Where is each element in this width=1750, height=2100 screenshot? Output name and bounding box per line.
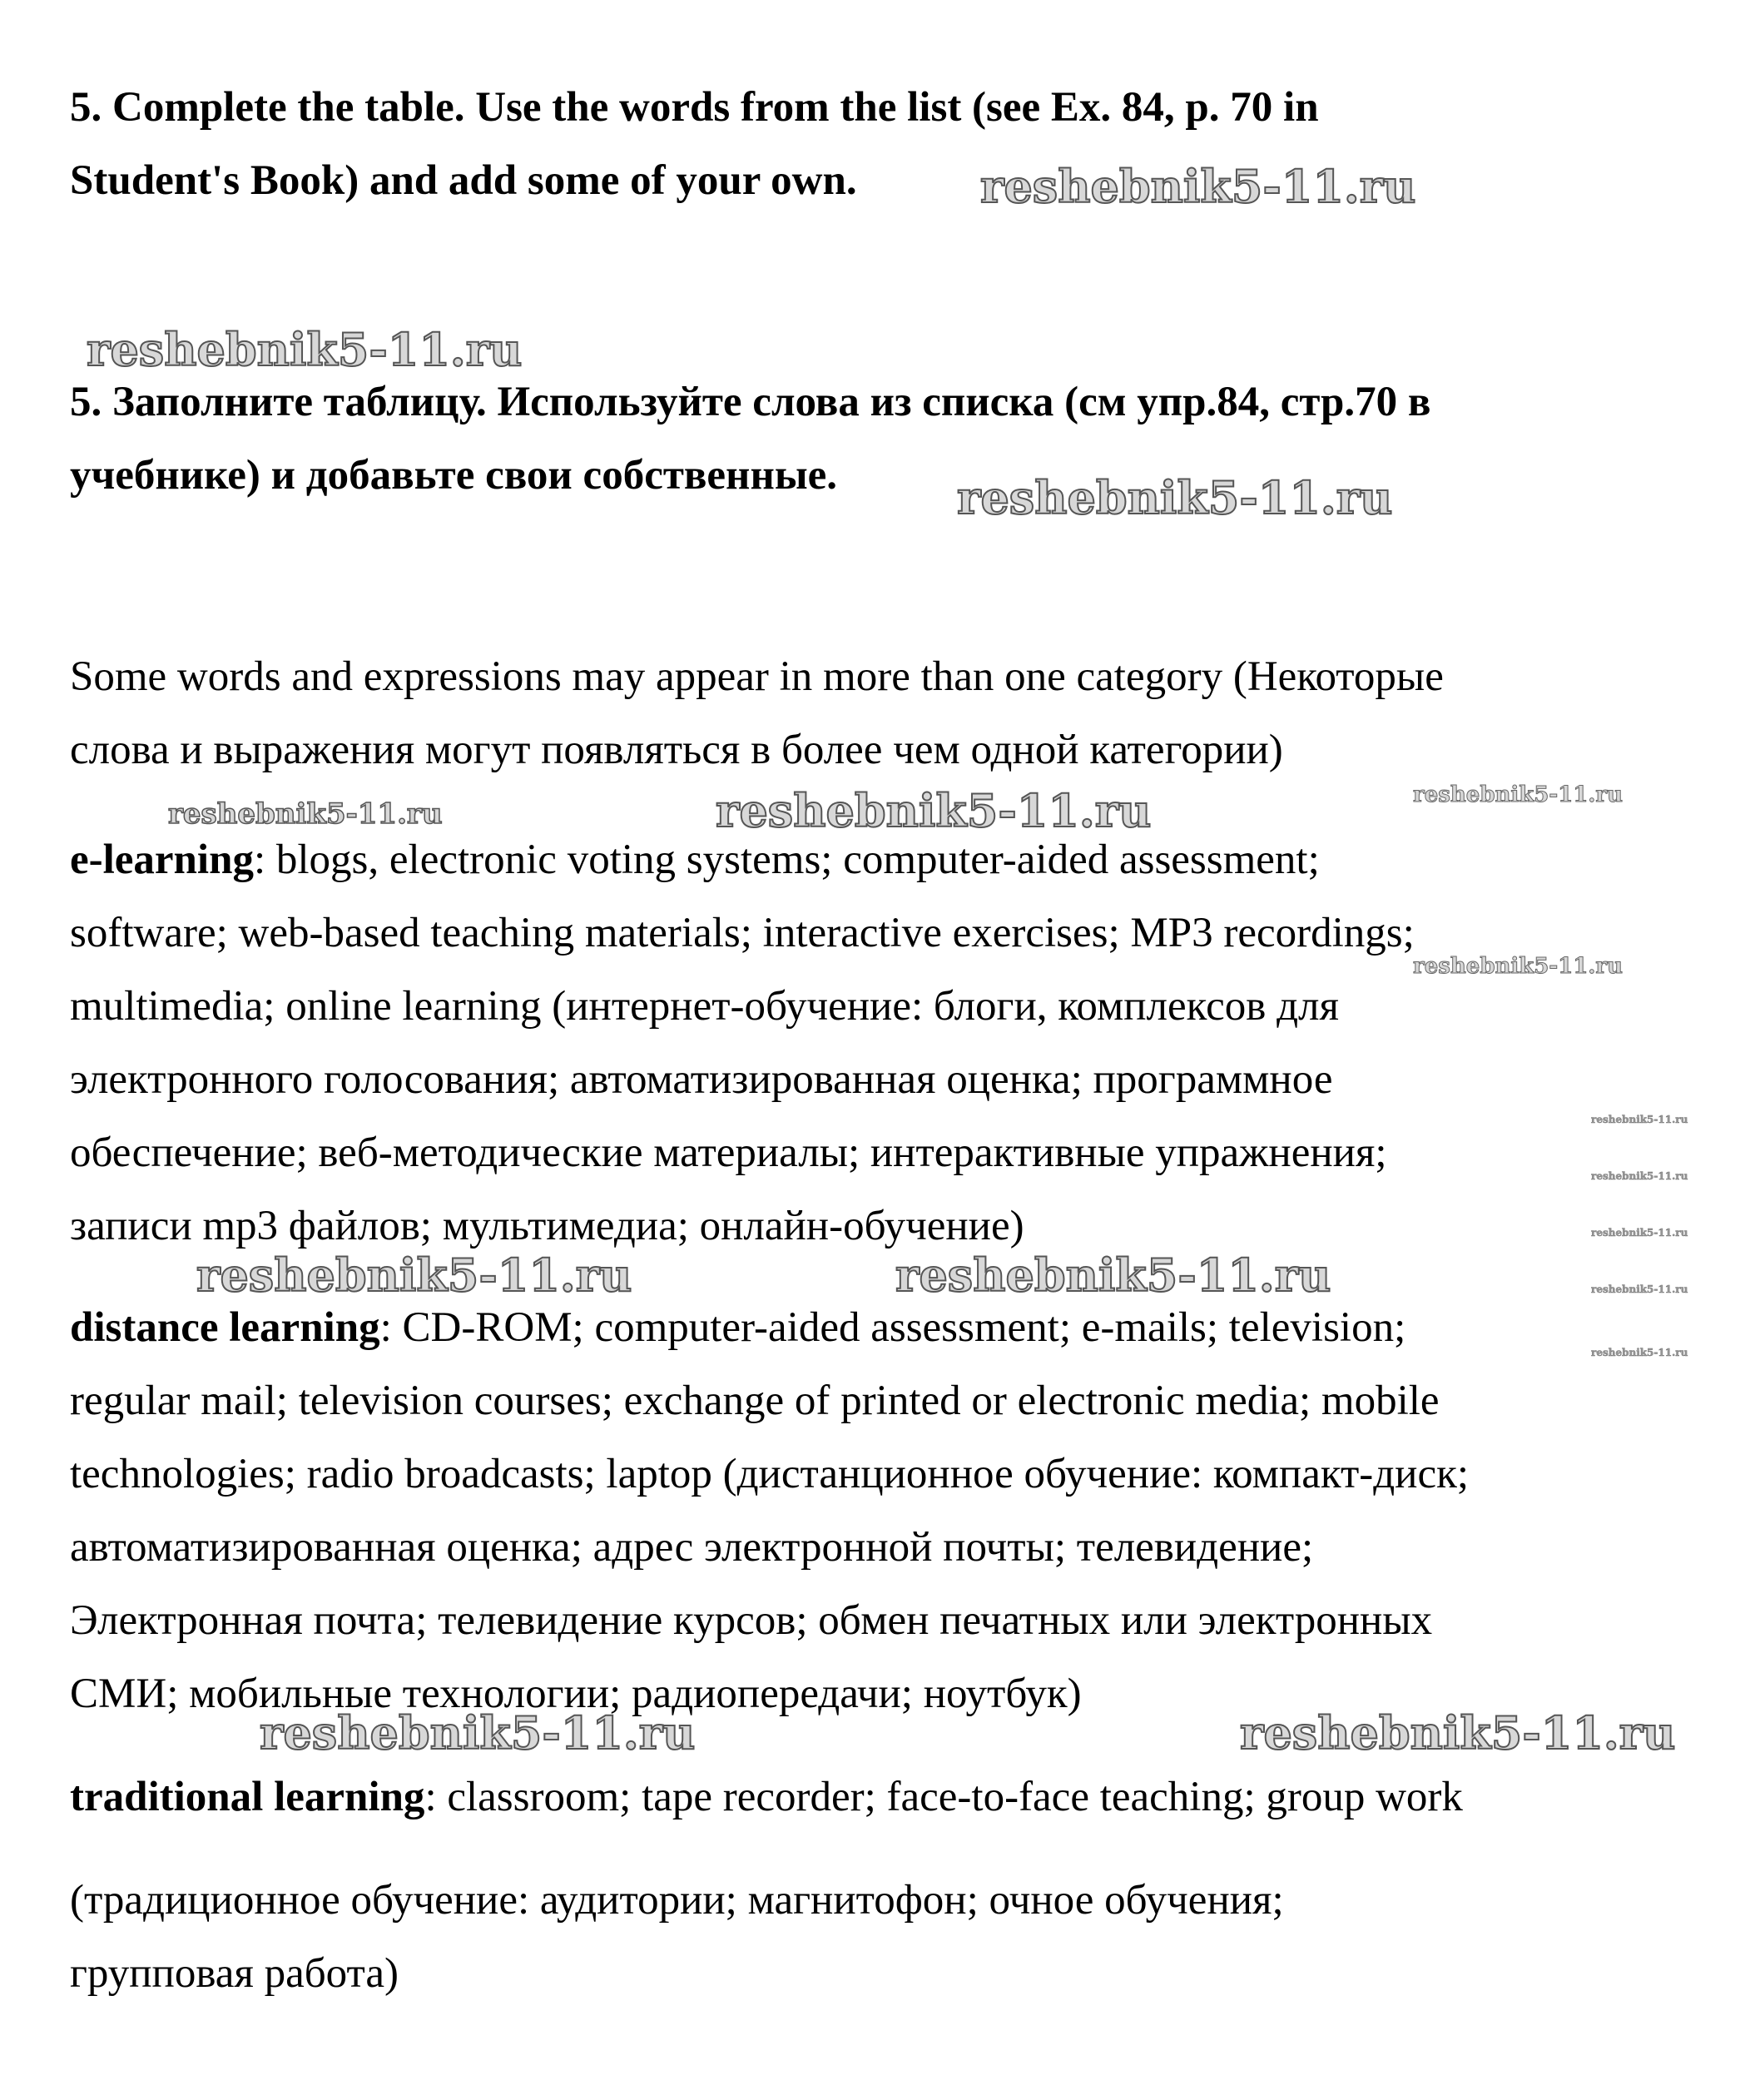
heading-en-line-2: Student's Book) and add some of your own. <box>70 157 857 204</box>
watermark: reshebnik5-11.ru <box>260 1706 696 1760</box>
elearning-line-5: обеспечение; веб-методические материалы; интерактивные упражнения; <box>70 1129 1387 1176</box>
heading-en-line-1: 5. Complete the table. Use the words from the list (see Ex. 84, p. 70 in <box>70 84 1319 131</box>
watermark: reshebnik5-11.ru <box>1413 782 1624 807</box>
watermark: reshebnik5-11.ru <box>1591 1283 1688 1295</box>
watermark: reshebnik5-11.ru <box>980 160 1416 213</box>
watermark: reshebnik5-11.ru <box>1413 954 1624 979</box>
watermark: reshebnik5-11.ru <box>87 323 523 376</box>
intro-line-2: слова и выражения могут появляться в более чем одной категории) <box>70 727 1283 773</box>
traditional-term: traditional learning <box>70 1774 425 1820</box>
heading-ru-line-2: учебнике) и добавьте свои собственные. <box>70 452 838 499</box>
watermark: reshebnik5-11.ru <box>1591 1227 1688 1239</box>
distance-line-3: technologies; radio broadcasts; laptop (дистанционное обучение: компакт-диск; <box>70 1451 1470 1497</box>
watermark: reshebnik5-11.ru <box>716 784 1152 837</box>
watermark: reshebnik5-11.ru <box>168 797 443 831</box>
distance-line-1 <box>70 1302 1405 1353</box>
traditional-line-3: групповая работа) <box>70 1950 399 1997</box>
elearning-line-3: multimedia; online learning (интернет-обучение: блоги, комплексов для <box>70 983 1339 1030</box>
watermark: reshebnik5-11.ru <box>196 1249 632 1302</box>
watermark: reshebnik5-11.ru <box>1591 1114 1688 1125</box>
watermark: reshebnik5-11.ru <box>1591 1170 1688 1182</box>
traditional-line-2: (традиционное обучение: аудитории; магнитофон; очное обучения; <box>70 1877 1284 1924</box>
elearning-line-4: электронного голосования; автоматизированная оценка; программное <box>70 1056 1333 1103</box>
elearning-line-1 <box>70 834 1320 886</box>
distance-line-6: СМИ; мобильные технологии; радиопередачи; ноутбук) <box>70 1671 1082 1717</box>
watermark: reshebnik5-11.ru <box>895 1249 1331 1302</box>
distance-line-2: regular mail; television courses; exchange of printed or electronic media; mobile <box>70 1378 1440 1424</box>
elearning-line-1-text: : blogs, electronic voting systems; computer-aided assessment; <box>253 837 1320 883</box>
traditional-line-1-text: : classroom; tape recorder; face-to-face teaching; group work <box>424 1774 1463 1820</box>
distance-term: distance learning <box>70 1304 380 1351</box>
watermark: reshebnik5-11.ru <box>1591 1347 1688 1358</box>
distance-line-4: автоматизированная оценка; адрес электронной почты; телевидение; <box>70 1524 1314 1571</box>
elearning-line-6: записи mp3 файлов; мультимедиа; онлайн-обучение) <box>70 1203 1024 1249</box>
elearning-term: e-learning <box>70 837 254 883</box>
watermark: reshebnik5-11.ru <box>957 471 1393 524</box>
elearning-line-2: software; web-based teaching materials; interactive exercises; MP3 recordings; <box>70 910 1415 956</box>
heading-ru-line-1: 5. Заполните таблицу. Используйте слова из списка (см упр.84, стр.70 в <box>70 379 1431 425</box>
distance-line-1-text: : CD-ROM; computer-aided assessment; e-mails; television; <box>379 1304 1406 1351</box>
intro-line-1: Some words and expressions may appear in more than one category (Некоторые <box>70 653 1444 700</box>
watermark: reshebnik5-11.ru <box>1240 1706 1676 1760</box>
distance-line-5: Электронная почта; телевидение курсов; обмен печатных или электронных <box>70 1597 1433 1644</box>
traditional-line-1 <box>70 1771 1463 1823</box>
